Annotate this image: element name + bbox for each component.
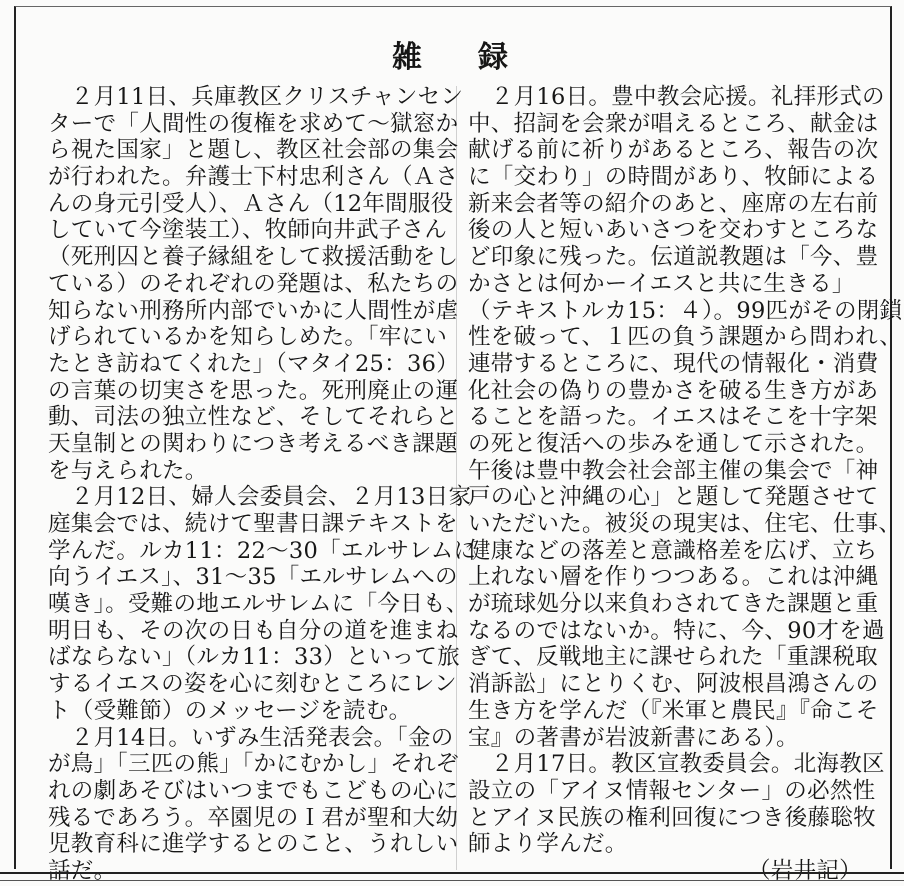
text-line: ど印象に残った。伝道説教題は「今、豊 — [468, 244, 879, 271]
title-char-right: 録 — [478, 40, 508, 75]
text-line: 明日も、その次の日も自分の道を進まね — [48, 617, 459, 644]
text-line: 化社会の偽りの豊かさを破る生き方があ — [468, 377, 879, 404]
text-line: れの劇あそびはいつまでもこどもの心に — [48, 777, 459, 804]
right-column — [468, 84, 903, 885]
text-line: んの身元引受人）、Ａさん（12年間服役 — [48, 190, 454, 217]
text-line: 連帯するところに、現代の情報化・消費 — [468, 350, 879, 377]
text-line: （死刑囚と養子縁組をして救援活動をし — [48, 244, 459, 271]
text-line: 生き方を学んだ（『米軍と農民』『命こそ — [468, 697, 879, 724]
text-line: 後の人と短いあいさつを交わすところな — [468, 217, 879, 244]
text-line: ることを語った。イエスはそこを十字架 — [468, 404, 878, 431]
author-signature: （岩井記） — [747, 857, 862, 884]
text-line: ト（受難節）のメッセージを読む。 — [48, 697, 412, 724]
text-line: 上れない層を作りつつある。これは沖縄 — [468, 564, 879, 591]
text-line: ている）のそれぞれの発題は、私たちの — [48, 270, 459, 297]
text-line: の死と復活への歩みを通して示された。 — [468, 430, 879, 457]
bottom-rule-thin — [0, 880, 904, 881]
text-line: かさとは何かーイエスと共に生きる」 — [468, 270, 855, 297]
text-line: 学んだ。ルカ11：22〜30「エルサレムに — [48, 537, 477, 564]
text-line: ２月14日。いずみ生活発表会。「金の — [48, 724, 454, 751]
text-line: 話だ。 — [48, 857, 117, 884]
text-line: が鳥」「三匹の熊」「かにむかし」それぞ — [48, 751, 459, 778]
text-line: が琉球処分以来負わされてきた課題と重 — [468, 591, 879, 618]
text-line: 庭集会では、続けて聖書日課テキストを — [48, 511, 458, 537]
text-line: げられているかを知らしめた。「牢にい — [48, 324, 448, 351]
text-line: の言葉の切実さを思った。死刑廃止の運 — [48, 377, 459, 404]
text-line: （テキストルカ15：４）。99匹がその閉鎖 — [468, 297, 903, 324]
text-line: 新来会者等の紹介のあと、座席の左右前 — [468, 190, 879, 217]
text-line: いただいた。被災の現実は、住宅、仕事、 — [468, 511, 902, 537]
text-line: 宝』の著書が岩波新書にある）。 — [468, 724, 799, 751]
title-char-left: 雑 — [392, 40, 422, 75]
text-line: 午後は豊中教会社会部主催の集会で「神 — [468, 457, 879, 484]
text-line: 性を破って、１匹の負う課題から問われ、 — [468, 324, 903, 351]
text-line: に「交わり」の時間があり、牧師による — [468, 164, 879, 191]
text-line: 設立の「アイヌ情報センター」の必然性 — [468, 777, 876, 804]
text-line: ２月17日。教区宣教委員会。北海教区 — [468, 751, 885, 778]
text-line: 天皇制との関わりにつき考えるべき課題 — [48, 430, 458, 457]
text-line: 献げる前に祈りがあるところ、報告の次 — [468, 137, 879, 164]
text-line: 消訴訟」にとりくむ、阿波根昌鴻さんの — [468, 671, 879, 698]
text-line: ２月11日、兵庫教区クリスチャンセン — [48, 84, 464, 110]
text-line: 知らない刑務所内部でいかに人間性が虐 — [48, 297, 459, 324]
text-line: なるのではないか。特に、今、90才を過 — [468, 617, 885, 644]
text-line: 動、司法の独立性など、そしてそれらと — [48, 404, 459, 431]
text-line: ２月12日、婦人会委員会、２月13日家 — [48, 484, 472, 511]
text-line: 児教育科に進学するとのこと、うれしい — [48, 831, 459, 858]
text-line: ターで「人間性の復権を求めて〜獄窓か — [48, 110, 459, 137]
text-line: 向うイエス」、31〜35「エルサレムへの — [48, 564, 458, 591]
left-column — [48, 84, 477, 885]
text-line: 中、招詞を会衆が唱えるところ、献金は — [468, 110, 879, 137]
text-line: 戸の心と沖縄の心」と題して発題させて — [468, 484, 879, 511]
text-line: するイエスの姿を心に刻むところにレン — [48, 671, 457, 698]
text-line: たとき訪ねてくれた」（マタイ25：36） — [48, 350, 459, 377]
text-line: 嘆き」。受難の地エルサレムに「今日も、 — [48, 591, 469, 618]
text-line: ２月16日。豊中教会応援。礼拝形式の — [468, 84, 885, 110]
text-line: 残るであろう。卒園児のＩ君が聖和大幼 — [48, 804, 459, 831]
text-line: とアイヌ民族の権利回復につき後藤聡牧 — [468, 804, 876, 831]
text-line: ぎて、反戦地主に課せられた「重課税取 — [468, 644, 878, 671]
text-line: 健康などの落差と意識格差を広げ、立ち — [468, 537, 878, 564]
text-line: していて今塗装工）、牧師向井武子さん — [48, 217, 448, 244]
text-line: が行われた。弁護士下村忠利さん（Ａさ — [48, 164, 459, 191]
text-line: ら視た国家」と題し、教区社会部の集会 — [48, 137, 459, 164]
text-line: を与えられた。 — [48, 457, 208, 484]
text-line: ばならない」（ルカ11：33）といって旅 — [48, 644, 461, 671]
bottom-rule — [0, 872, 904, 874]
text-line: 師より学んだ。 — [468, 831, 628, 858]
